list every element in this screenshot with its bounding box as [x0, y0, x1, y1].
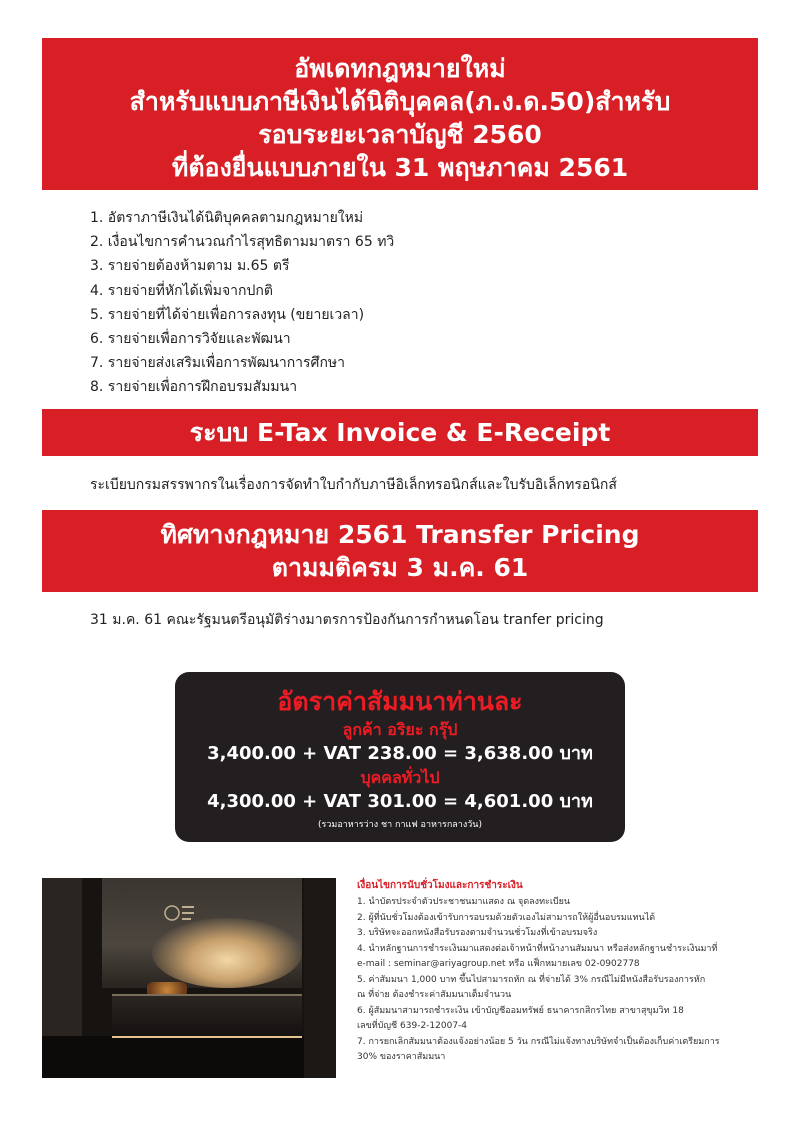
- price-title: อัตราค่าสัมมนาท่านละ: [277, 687, 523, 716]
- header-line-1: อัพเดทกฎหมายใหม่: [294, 54, 506, 83]
- photo-pillar-right: [304, 878, 336, 1078]
- condition-line: เลขที่บัญชี 639-2-12007-4: [357, 1021, 468, 1031]
- wall-logo-icon: [162, 900, 196, 926]
- member-label: ลูกค้า อริยะ กรุ๊ป: [342, 720, 458, 739]
- condition-line: 2. ผู้ที่นับชั่วโมงต้องเข้ารับการอบรมด้วยตัวเองไม่สามารถให้ผู้อื่นอบรมแทนได้: [357, 912, 656, 923]
- topic-item: 3. รายจ่ายต้องห้ามตาม ม.65 ตรี: [90, 258, 290, 275]
- condition-line: 4. นำหลักฐานการชำระเงินมาแสดงต่อเจ้าหน้าที่หน้างานสัมมนา หรือส่งหลักฐานชำระเงินมาที่: [357, 943, 718, 954]
- condition-line: 1. นำบัตรประจำตัวประชาชนมาแสดง ณ จุดลงทะเบียน: [357, 897, 571, 907]
- topic-item: 2. เงื่อนไขการคำนวณกำไรสุทธิตามมาตรา 65 ทวิ: [90, 234, 395, 251]
- etax-title: ระบบ E-Tax Invoice & E-Receipt: [189, 418, 611, 447]
- transfer-pricing-line-1: ทิศทางกฎหมาย 2561 Transfer Pricing: [160, 520, 640, 549]
- office-reception-photo: [42, 878, 336, 1078]
- header-banner: [42, 38, 758, 190]
- topic-list: [90, 206, 394, 400]
- member-price: 3,400.00 + VAT 238.00 = 3,638.00 บาท: [207, 743, 593, 764]
- condition-line: 7. การยกเลิกสัมมนาต้องแจ้งอย่างน้อย 5 วัน กรณีไม่แจ้งทางบริษัทจำเป็นต้องเก็บค่าเตรียมการ: [357, 1036, 720, 1047]
- header-line-3: รอบระยะเวลาบัญชี 2560: [258, 120, 542, 149]
- topic-item: 6. รายจ่ายเพื่อการวิจัยและพัฒนา: [90, 331, 291, 348]
- topic-item: 8. รายจ่ายเพื่อการฝึกอบรมสัมมนา: [90, 379, 298, 396]
- topic-item: 4. รายจ่ายที่หักได้เพิ่มจากปกติ: [90, 282, 273, 299]
- condition-line: 6. ผู้สัมมนาสามารถชำระเงิน เข้าบัญชีออมทรัพย์ ธนาคารกสิกรไทย สาขาสุขุมวิท 18: [357, 1005, 684, 1016]
- photo-floor: [42, 1036, 336, 1078]
- price-box: [175, 672, 625, 842]
- condition-line: e-mail : seminar@ariyagroup.net หรือ แฟ็กหมายเลข 02-0902778: [357, 959, 640, 969]
- payment-conditions: [357, 878, 767, 1066]
- transfer-pricing-description: 31 ม.ค. 61 คณะรัฐมนตรีอนุมัติร่างมาตรการป้องกันการกำหนดโอน tranfer pricing: [90, 612, 604, 628]
- header-line-4: ที่ต้องยื่นแบบภายใน 31 พฤษภาคม 2561: [171, 153, 629, 182]
- condition-line: 5. ค่าสัมมนา 1,000 บาท ขึ้นไปสามารถหัก ณ ที่จ่ายได้ 3% กรณีไม่มีหนังสือรับรองการหัก: [357, 974, 706, 985]
- condition-line: 30% ของราคาสัมมนา: [357, 1052, 446, 1062]
- etax-description: ระเบียบกรมสรรพากรในเรื่องการจัดทำใบกำกับภาษีอิเล็กทรอนิกส์และใบรับอิเล็กทรอนิกส์: [90, 477, 617, 493]
- topic-item: 1. อัตราภาษีเงินได้นิติบุคคลตามกฎหมายใหม่: [90, 210, 364, 226]
- photo-wall-light: [152, 918, 302, 988]
- topic-item: 5. รายจ่ายที่ได้จ่ายเพื่อการลงทุน (ขยายเวลา): [90, 306, 365, 323]
- header-line-2: สำหรับแบบภาษีเงินได้นิติบุคคล(ภ.ง.ด.50)สำหรับ: [129, 87, 671, 116]
- etax-banner: [42, 409, 758, 456]
- price-note: (รวมอาหารว่าง ชา กาแฟ อาหารกลางวัน): [318, 820, 482, 830]
- photo-floor-light: [112, 1036, 302, 1038]
- transfer-pricing-banner: [42, 510, 758, 592]
- transfer-pricing-line-2: ตามมติครม 3 ม.ค. 61: [271, 553, 529, 582]
- topic-item: 7. รายจ่ายส่งเสริมเพื่อการพัฒนาการศึกษา: [90, 355, 346, 372]
- public-price: 4,300.00 + VAT 301.00 = 4,601.00 บาท: [207, 791, 593, 812]
- condition-line: ณ ที่จ่าย ต้องชำระค่าสัมมนาเต็มจำนวน: [357, 990, 512, 1000]
- photo-reception-counter: [112, 996, 302, 1036]
- conditions-title: เงื่อนไขการนับชั่วโมงและการชำระเงิน: [357, 880, 523, 891]
- condition-line: 3. บริษัทจะออกหนังสือรับรองตามจำนวนชั่วโมงที่เข้าอบรมจริง: [357, 928, 598, 938]
- public-label: บุคคลทั่วไป: [360, 768, 440, 787]
